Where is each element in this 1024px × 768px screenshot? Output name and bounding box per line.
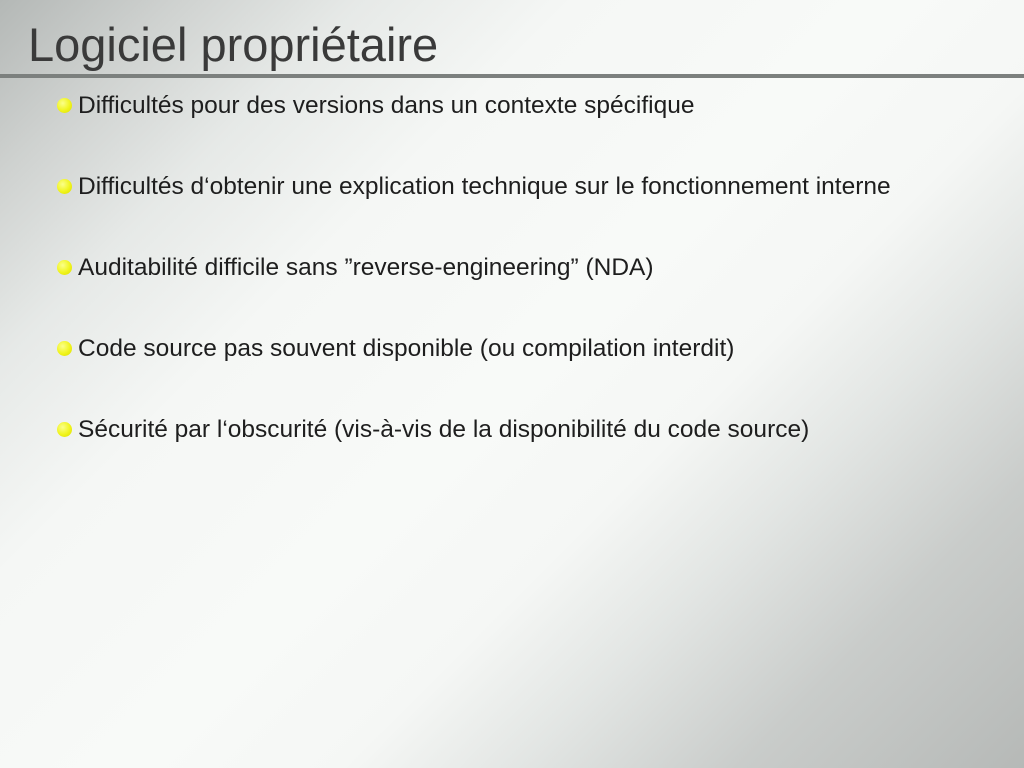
bullet-dot-icon bbox=[57, 341, 72, 356]
bullet-item bbox=[56, 169, 996, 204]
bullet-list bbox=[56, 88, 996, 493]
bullet-text: Sécurité par l‘obscurité (vis-à-vis de la disponibilité du code source) bbox=[78, 416, 810, 443]
bullet-item bbox=[56, 412, 996, 447]
bullet-item bbox=[56, 250, 996, 285]
bullet-item bbox=[56, 88, 996, 123]
slide-title: Logiciel propriétaire bbox=[28, 18, 439, 71]
bullet-dot-icon bbox=[57, 179, 72, 194]
bullet-item bbox=[56, 331, 996, 366]
bullet-text: Difficultés pour des versions dans un contexte spécifique bbox=[78, 92, 695, 119]
bullet-text: Auditabilité difficile sans ”reverse-engineering” (NDA) bbox=[78, 254, 654, 281]
bullet-text: Difficultés d‘obtenir une explication technique sur le fonctionnement interne bbox=[78, 173, 891, 200]
bullet-dot-icon bbox=[57, 260, 72, 275]
title-divider bbox=[0, 74, 1024, 78]
bullet-dot-icon bbox=[57, 98, 72, 113]
bullet-dot-icon bbox=[57, 422, 72, 437]
bullet-text: Code source pas souvent disponible (ou compilation interdit) bbox=[78, 335, 735, 362]
